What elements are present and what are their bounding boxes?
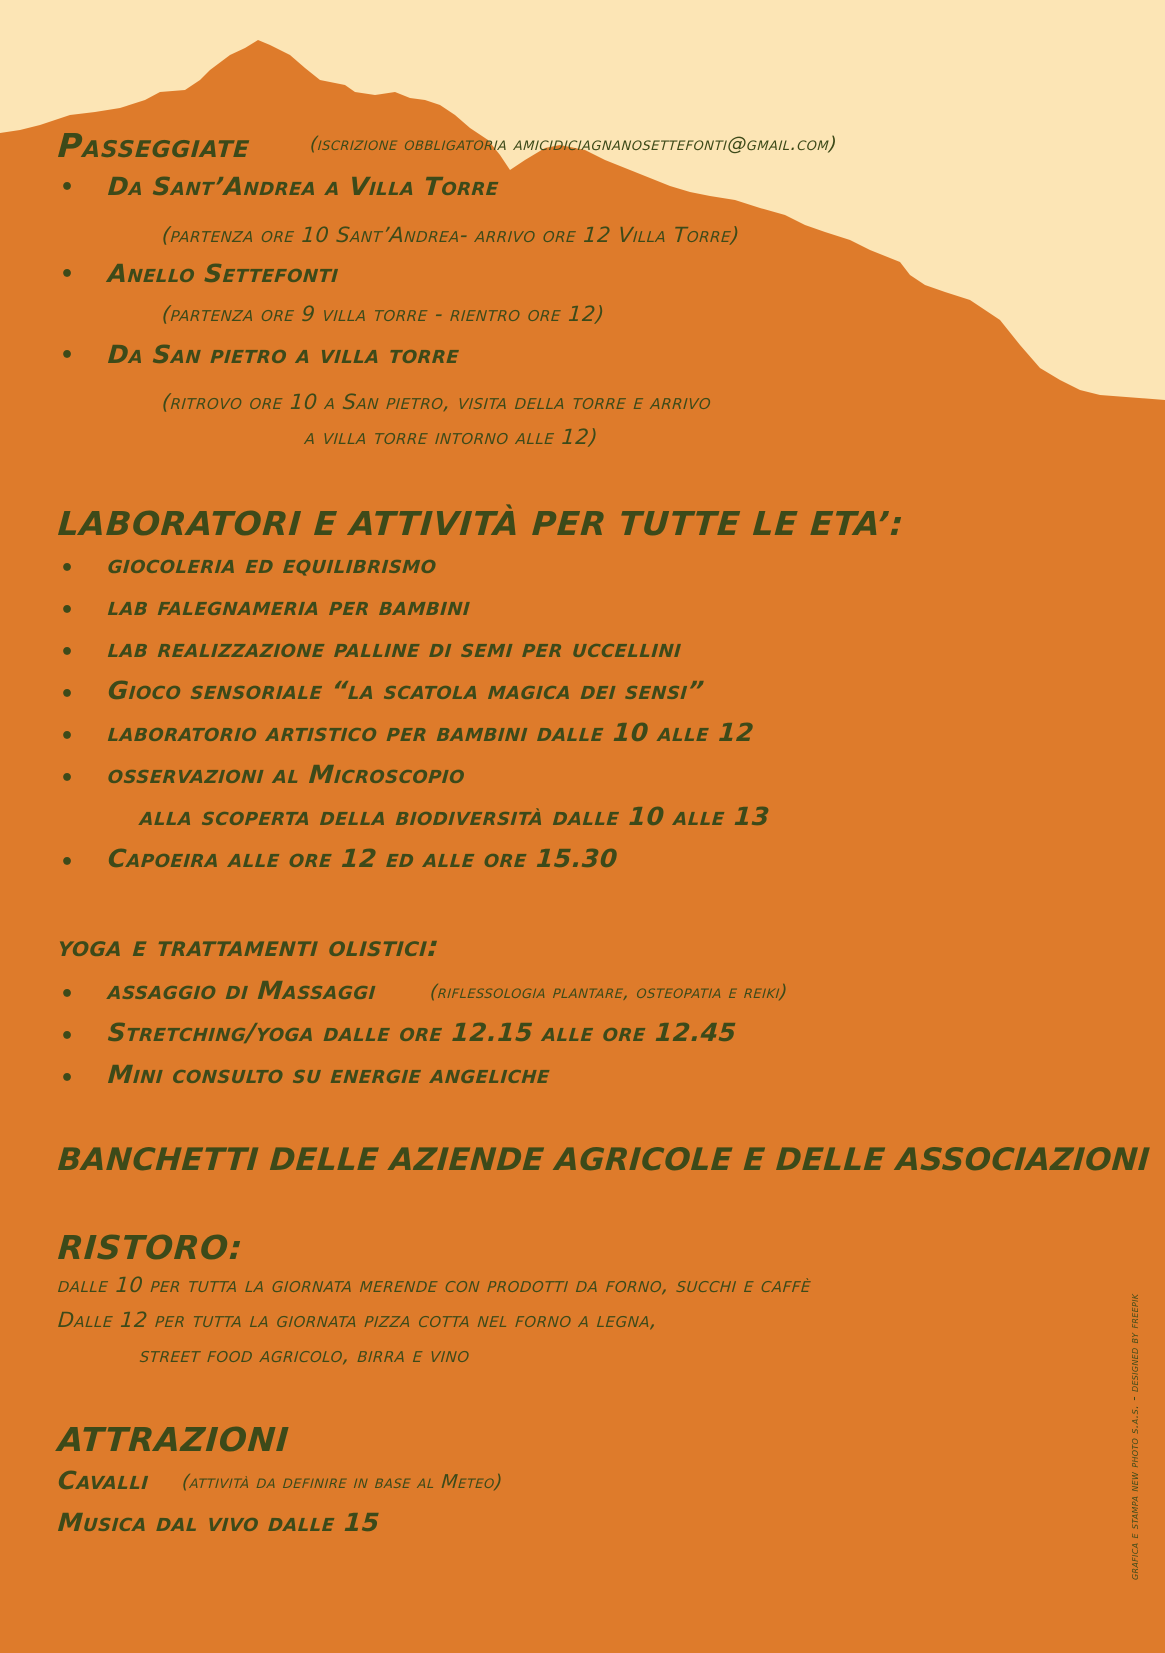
banchetti-heading: BANCHETTI DELLE AZIENDE AGRICOLE E DELLE ASSOCIAZIONI [56,1142,1152,1178]
laboratori-heading: LABORATORI E ATTIVITÀ PER TUTTE LE ETA’: [56,504,906,543]
walk-detail: a villa torre intorno alle 12) [304,425,599,449]
print-credit: grafica e stampa new photo s.a.s. - designed by freepik [1127,1293,1141,1580]
ristoro-line: street food agricolo, birra e vino [139,1343,471,1367]
bullet-icon: • [60,682,75,707]
yoga-item: Stretching/yoga dalle ore 12.15 alle ore 12.45 [106,1018,738,1047]
bullet-icon: • [60,640,75,665]
bullet-icon: • [60,766,75,791]
attrazioni-cavalli-note: (attività da definire in base al Meteo) [181,1471,504,1493]
lab-item: giocoleria ed equilibrismo [106,550,438,579]
yoga-item: Mini consulto su energie angeliche [106,1060,552,1089]
ristoro-heading: RISTORO: [56,1228,245,1267]
bullet-icon: • [60,850,75,875]
attrazioni-musica: Musica dal vivo dalle 15 [56,1508,381,1537]
bullet-icon: • [60,175,75,200]
walk-detail: (ritrovo ore 10 a San pietro, visita della torre e arrivo [161,390,713,414]
walk-item: Da San pietro a villa torre [106,340,461,369]
lab-item: laboratorio artistico per bambini dalle 10 alle 12 [106,718,756,747]
lab-item: Capoeira alle ore 12 ed alle ore 15.30 [106,844,619,873]
ristoro-line: Dalle 12 per tutta la giornata pizza cotta nel forno a legna, [57,1308,659,1332]
lab-item: Gioco sensoriale “la scatola magica dei sensi” [106,676,706,705]
yoga-item: assaggio di Massaggi [106,976,378,1005]
walk-item: Da Sant’Andrea a Villa Torre [106,172,500,201]
lab-item: lab falegnameria per bambini [106,592,472,621]
attrazioni-cavalli: Cavalli [56,1466,150,1495]
passeggiate-note: (iscrizione obbligatoria amicidiciagnanosettefonti@gmail.com) [309,133,838,155]
passeggiate-heading: Passeggiate [56,126,252,165]
bullet-icon: • [60,1024,75,1049]
bullet-icon: • [60,556,75,581]
walk-detail: (partenza ore 9 villa torre - rientro ore 12) [161,302,606,326]
bullet-icon: • [60,343,75,368]
lab-item: lab realizzazione palline di semi per uccellini [106,634,683,663]
lab-item-detail: alla scoperta della biodiversità dalle 10 alle 13 [138,802,771,831]
bullet-icon: • [60,982,75,1007]
bullet-icon: • [60,262,75,287]
bullet-icon: • [60,598,75,623]
walk-detail: (partenza ore 10 Sant’Andrea- arrivo ore 12 Villa Torre) [161,223,741,247]
lab-item: osservazioni al Microscopio [106,760,467,789]
ristoro-line: dalle 10 per tutta la giornata merende con prodotti da forno, succhi e caffè [57,1273,812,1297]
yoga-heading: yoga e trattamenti olistici: [56,930,441,963]
bullet-icon: • [60,724,75,749]
walk-item: Anello Settefonti [106,259,340,288]
attrazioni-heading: ATTRAZIONI [56,1420,291,1459]
yoga-item-note: (riflessologia plantare, osteopatia e reiki) [429,981,789,1003]
bullet-icon: • [60,1066,75,1091]
